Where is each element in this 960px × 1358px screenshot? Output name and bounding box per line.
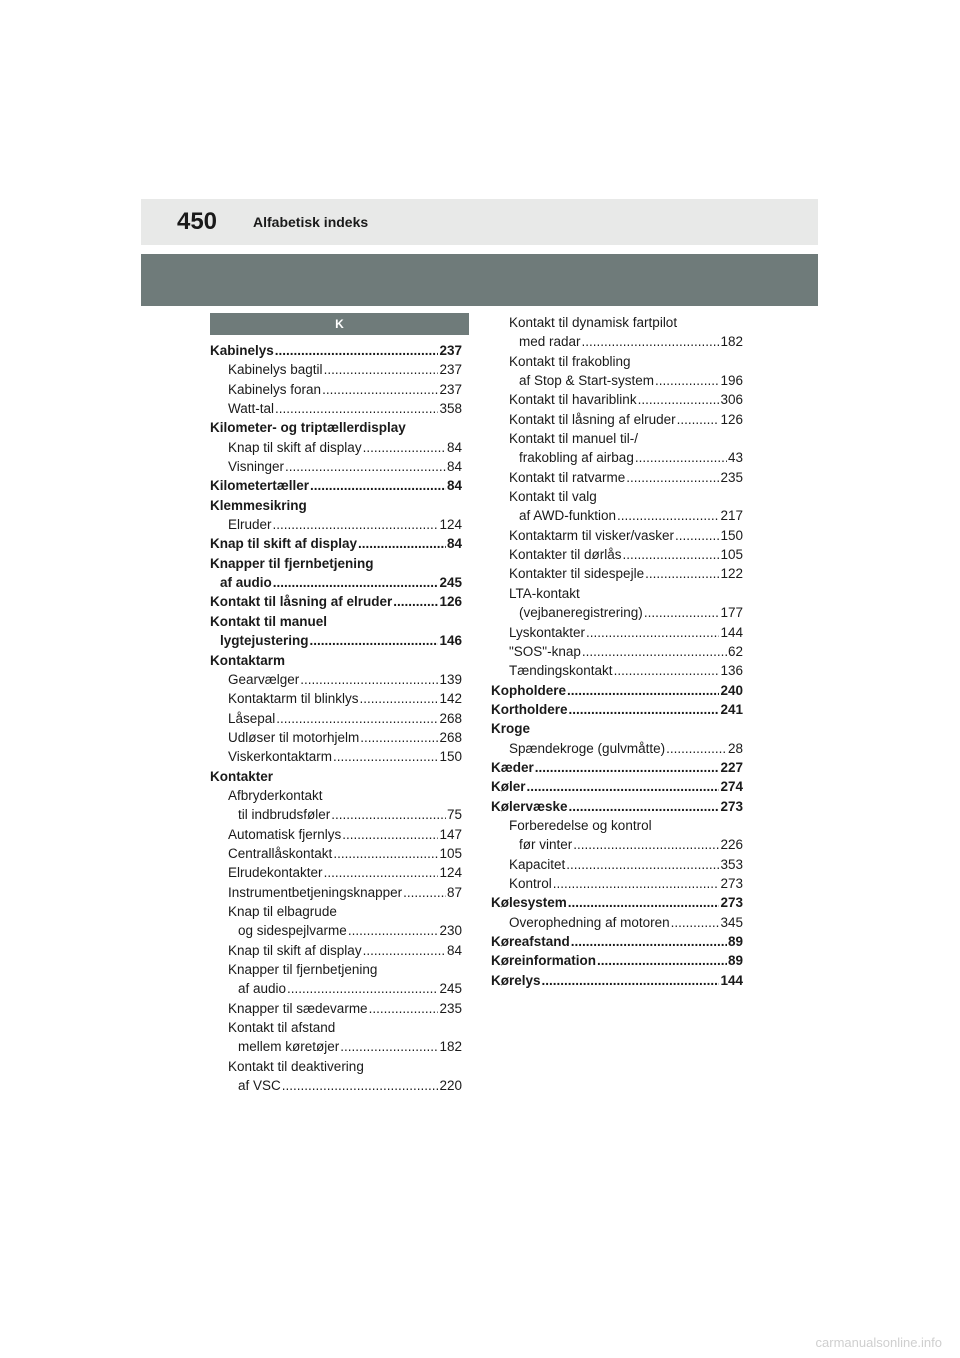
leader-dots — [571, 932, 727, 951]
leader-dots — [638, 390, 720, 409]
index-entry — [491, 661, 743, 680]
index-entry — [491, 429, 743, 448]
index-entry-text: Elrudekontakter — [228, 865, 323, 881]
index-entry — [210, 457, 462, 476]
index-entry — [210, 534, 462, 553]
leader-dots — [369, 999, 439, 1018]
index-entry-text: Knap til skift af display — [228, 439, 362, 455]
index-entry — [491, 681, 743, 700]
index-entry-text: af Stop & Start-system — [519, 373, 655, 389]
index-entry-page: 268 — [439, 729, 462, 745]
index-entry-text: mellem køretøjer — [238, 1039, 340, 1055]
index-entry-page: 230 — [439, 923, 462, 939]
index-entry-text: Kontakt til manuel til-/ — [509, 431, 639, 447]
index-entry-page: 136 — [720, 663, 743, 679]
index-entry-page: 150 — [439, 749, 462, 765]
leader-dots — [324, 360, 439, 379]
leader-dots — [666, 739, 727, 758]
index-entry-text: Knap til elbagrude — [228, 903, 337, 919]
leader-dots — [542, 971, 720, 990]
index-entry — [491, 835, 743, 854]
index-entry-page: 142 — [439, 691, 462, 707]
index-entry-page: 220 — [439, 1078, 462, 1094]
index-entry-page: 235 — [720, 469, 743, 485]
leader-dots — [340, 1037, 438, 1056]
index-entry-text: Kilometer- og triptællerdisplay — [210, 420, 406, 436]
index-entry-page: 268 — [439, 710, 462, 726]
index-entry — [491, 855, 743, 874]
index-entry — [210, 728, 462, 747]
index-entry-text: Klemmesikring — [210, 497, 307, 513]
index-entry-page: 139 — [439, 671, 462, 687]
index-entry-text: Kontakt til ratvarme — [509, 469, 626, 485]
index-entry-text: Kølesystem — [491, 895, 567, 911]
index-entry — [491, 448, 743, 467]
index-entry-page: 245 — [439, 981, 462, 997]
index-entry — [491, 468, 743, 487]
index-entry-page: 84 — [446, 439, 462, 455]
index-entry — [210, 554, 462, 573]
index-entry-text: Kørelys — [491, 972, 541, 988]
index-entry — [491, 719, 743, 738]
leader-dots — [331, 805, 446, 824]
index-entry-page: 182 — [720, 334, 743, 350]
leader-dots — [342, 825, 438, 844]
index-entry — [491, 603, 743, 622]
index-entry — [210, 863, 462, 882]
page-number: 450 — [176, 208, 218, 235]
index-entry-page: 245 — [439, 575, 462, 591]
index-entry-text: Kæder — [491, 759, 534, 775]
index-entry-text: Kontakt til havariblink — [509, 392, 637, 408]
leader-dots — [655, 371, 719, 390]
index-entry-text: af audio — [238, 981, 287, 997]
index-entry — [491, 816, 743, 835]
index-entry-page: 147 — [439, 826, 462, 842]
leader-dots — [644, 603, 720, 622]
leader-dots — [403, 883, 446, 902]
leader-dots — [566, 855, 719, 874]
index-entry-text: Knapper til fjernbetjening — [228, 962, 378, 977]
index-entry-text: lygtejustering — [220, 633, 309, 649]
index-entry — [210, 592, 462, 611]
leader-dots — [310, 631, 439, 650]
index-entry-text: før vinter — [519, 837, 573, 853]
index-entry-text: Udløser til motorhjelm — [228, 729, 360, 745]
index-entry — [210, 418, 462, 437]
leader-dots — [623, 545, 720, 564]
index-entry — [210, 651, 462, 670]
leader-dots — [393, 592, 438, 611]
page-header — [141, 199, 818, 245]
index-entry — [210, 689, 462, 708]
leader-dots — [573, 835, 719, 854]
leader-dots — [300, 670, 438, 689]
index-entry-page: 240 — [720, 682, 743, 698]
index-entry — [210, 1037, 462, 1056]
index-entry-page: 84 — [446, 478, 462, 494]
index-entry-text: Kilometertæller — [210, 478, 310, 494]
index-entry — [210, 573, 462, 592]
index-entry-text: Køreafstand — [491, 934, 570, 949]
leader-dots — [626, 468, 719, 487]
index-entry-page: 227 — [720, 759, 743, 775]
index-entry-page: 124 — [439, 517, 462, 533]
index-entry — [491, 874, 743, 893]
index-entry — [210, 438, 462, 457]
index-entry-page: 105 — [720, 547, 743, 563]
leader-dots — [273, 515, 439, 534]
index-entry-page: 126 — [720, 411, 743, 427]
index-entry-page: 75 — [446, 807, 462, 823]
index-entry — [210, 941, 462, 960]
index-entry-page: 146 — [439, 633, 462, 649]
leader-dots — [677, 410, 720, 429]
index-entry-text: Forberedelse og kontrol — [509, 817, 652, 833]
index-entry — [491, 797, 743, 816]
index-entry-text: Kabinelys bagtil — [228, 362, 323, 378]
index-entry — [210, 1018, 462, 1037]
index-entry-text: Kontakter til dørlås — [509, 547, 622, 563]
index-entry-page: 177 — [720, 605, 743, 621]
index-entry-page: 196 — [720, 373, 743, 389]
index-entry — [491, 564, 743, 583]
index-entry-page: 28 — [727, 740, 743, 756]
index-entry — [491, 777, 743, 796]
index-entry-text: "SOS"-knap — [509, 643, 581, 659]
index-entry — [491, 893, 743, 912]
index-entry-text: Tændingskontakt — [509, 663, 613, 679]
leader-dots — [671, 913, 720, 932]
leader-dots — [348, 921, 439, 940]
leader-dots — [282, 1076, 439, 1095]
index-entry-text: Kabinelys foran — [228, 381, 322, 397]
index-entry-text: Lyskontakter — [509, 624, 586, 640]
index-entry-text: Kontakter til sidespejle — [509, 566, 645, 582]
index-entry-text: Kontakt til låsning af elruder — [509, 411, 676, 427]
index-entry-page: 358 — [439, 401, 462, 417]
index-entry — [491, 526, 743, 545]
index-entry — [210, 360, 462, 379]
index-entry-text: Kontaktarm til visker/vasker — [509, 527, 675, 543]
index-entry-page: 126 — [439, 594, 462, 610]
index-entry-text: Kontakt til deaktivering — [228, 1058, 364, 1074]
index-entry-text: Kontakt til låsning af elruder — [210, 594, 393, 610]
index-entry-page: 144 — [720, 972, 743, 988]
index-entry-text: Spændekroge (gulvmåtte) — [509, 740, 666, 756]
index-entry — [491, 913, 743, 932]
index-entry-text: af AWD-funktion — [519, 508, 617, 524]
index-entry-text: Knap til skift af display — [228, 942, 362, 958]
index-entry — [491, 390, 743, 409]
index-entry-page: 144 — [720, 624, 743, 640]
index-entry-page: 226 — [720, 837, 743, 853]
index-entry-text: af audio — [220, 575, 272, 591]
leader-dots — [675, 526, 719, 545]
index-entry-text: Elruder — [228, 517, 272, 533]
index-entry — [210, 1076, 462, 1095]
leader-dots — [358, 534, 446, 553]
index-entry — [491, 642, 743, 661]
index-entry — [491, 410, 743, 429]
index-entry-page: 89 — [727, 953, 743, 969]
index-entry-page: 62 — [727, 643, 743, 659]
index-entry — [210, 612, 462, 631]
leader-dots — [614, 661, 720, 680]
index-entry — [491, 951, 743, 970]
leader-dots — [635, 448, 727, 467]
index-entry-text: Knapper til sædevarme — [228, 1000, 368, 1016]
index-entry — [210, 341, 462, 360]
index-entry-text: Kortholdere — [491, 701, 568, 717]
index-entry-text: Knapper til fjernbetjening — [210, 555, 374, 571]
index-entry-text: Kroge — [491, 721, 531, 737]
index-entry-text: af VSC — [238, 1078, 281, 1094]
index-entry-text: Køler — [491, 779, 526, 795]
index-entry-page: 84 — [446, 536, 462, 552]
index-entry-text: Kopholdere — [491, 682, 567, 698]
index-entry-text: Kontakt til manuel — [210, 613, 328, 629]
leader-dots — [363, 941, 446, 960]
leader-dots — [553, 874, 720, 893]
index-entry-page: 235 — [439, 1000, 462, 1016]
index-entry-page: 306 — [720, 392, 743, 408]
index-entry — [210, 670, 462, 689]
leader-dots — [645, 564, 719, 583]
leader-dots — [582, 332, 720, 351]
index-entry-text: til indbrudsføler — [238, 807, 331, 823]
index-entry — [210, 515, 462, 534]
leader-dots — [360, 728, 438, 747]
index-entry-text: Kapacitet — [509, 856, 566, 872]
index-entry-text: LTA-kontakt — [509, 585, 580, 601]
leader-dots — [582, 642, 727, 661]
index-entry-text: Automatisk fjernlys — [228, 826, 342, 842]
leader-dots — [569, 797, 720, 816]
index-entry-page: 345 — [720, 914, 743, 930]
index-entry-text: Kølervæske — [491, 798, 568, 814]
index-entry — [210, 825, 462, 844]
index-entry-text: Kontakt til frakobling — [509, 353, 631, 369]
index-entry — [210, 380, 462, 399]
index-entry — [491, 313, 743, 332]
leader-dots — [597, 951, 727, 970]
leader-dots — [360, 689, 439, 708]
leader-dots — [535, 758, 720, 777]
letter-heading: K — [210, 313, 469, 335]
index-entry — [491, 545, 743, 564]
index-entry — [210, 883, 462, 902]
index-entry-text: Visninger — [228, 459, 285, 475]
index-entry-page: 150 — [720, 527, 743, 543]
index-entry-page: 105 — [439, 845, 462, 861]
index-entry-page: 273 — [720, 798, 743, 814]
index-entry-text: Instrumentbetjeningsknapper — [228, 884, 403, 900]
index-entry-text: Centrallåskontakt — [228, 845, 333, 861]
index-entry — [210, 1057, 462, 1076]
index-entry-page: 237 — [439, 343, 462, 358]
index-entry — [210, 844, 462, 863]
leader-dots — [333, 747, 438, 766]
index-entry-page: 89 — [727, 934, 743, 949]
leader-dots — [527, 777, 720, 796]
index-column-left — [210, 313, 462, 1095]
index-column-right — [491, 313, 743, 990]
leader-dots — [586, 623, 719, 642]
leader-dots — [275, 399, 438, 418]
index-entry — [491, 371, 743, 390]
index-entry-page: 43 — [727, 450, 743, 466]
index-entry — [491, 932, 743, 951]
leader-dots — [276, 709, 438, 728]
index-entry — [210, 476, 462, 495]
index-entry-text: Kontakt til valg — [509, 489, 597, 505]
index-entry — [210, 921, 462, 940]
leader-dots — [363, 438, 446, 457]
index-entry-text: Gearvælger — [228, 671, 300, 687]
index-entry-text: Kabinelys — [210, 343, 274, 358]
index-entry — [210, 902, 462, 921]
index-entry-page: 217 — [720, 508, 743, 524]
index-entry-text: og sidespejlvarme — [238, 923, 347, 939]
index-entry — [491, 758, 743, 777]
watermark: carmanualsonline.info — [815, 1335, 942, 1350]
leader-dots — [333, 844, 438, 863]
index-entry — [210, 631, 462, 650]
index-entry-text: Knap til skift af display — [210, 536, 358, 552]
leader-dots — [285, 457, 446, 476]
leader-dots — [310, 476, 446, 495]
index-entry-page: 273 — [720, 875, 743, 891]
section-title: Alfabetisk indeks — [253, 214, 369, 230]
index-entry-text: Overophedning af motoren — [509, 914, 670, 930]
index-entry-text: Kontakter — [210, 768, 274, 784]
index-entry — [491, 487, 743, 506]
index-entry — [491, 332, 743, 351]
leader-dots — [273, 573, 439, 592]
index-entry-page: 84 — [446, 942, 462, 958]
leader-dots — [275, 341, 439, 360]
index-entry-text: Afbryderkontakt — [228, 787, 323, 803]
index-entry — [491, 739, 743, 758]
index-entry — [491, 623, 743, 642]
index-entry-page: 124 — [439, 865, 462, 881]
index-entry-page: 122 — [720, 566, 743, 582]
index-entry — [210, 999, 462, 1018]
index-entry-text: (vejbaneregistrering) — [519, 605, 643, 621]
index-entry — [210, 399, 462, 418]
index-entry — [210, 979, 462, 998]
index-entry — [491, 584, 743, 603]
leader-dots — [569, 700, 720, 719]
index-entry-text: Kontrol — [509, 875, 552, 891]
index-entry — [210, 767, 462, 786]
index-entry-page: 274 — [720, 779, 743, 795]
index-entry-page: 353 — [720, 856, 743, 872]
index-entry — [210, 709, 462, 728]
index-entry-page: 241 — [720, 701, 743, 717]
index-entry-page: 182 — [439, 1039, 462, 1055]
leader-dots — [322, 380, 438, 399]
index-entry-page: 273 — [720, 895, 743, 911]
index-entry-text: Viskerkontaktarm — [228, 749, 333, 765]
index-entry — [491, 700, 743, 719]
index-entry-page: 237 — [439, 362, 462, 378]
index-entry — [210, 786, 462, 805]
index-entry — [491, 506, 743, 525]
leader-dots — [567, 681, 719, 700]
index-entry — [210, 747, 462, 766]
index-entry-page: 237 — [439, 381, 462, 397]
leader-dots — [568, 893, 720, 912]
leader-dots — [287, 979, 438, 998]
index-entry-text: Kontakt til afstand — [228, 1020, 336, 1036]
index-entry-text: med radar — [519, 334, 581, 350]
index-entry — [491, 971, 743, 990]
index-entry — [210, 960, 462, 979]
index-entry-text: Låsepal — [228, 710, 276, 726]
index-entry — [210, 805, 462, 824]
index-entry-text: Kontaktarm til blinklys — [228, 691, 359, 707]
leader-dots — [324, 863, 439, 882]
index-entry-text: Køreinformation — [491, 953, 597, 969]
index-entry-page: 87 — [446, 884, 462, 900]
leader-dots — [617, 506, 719, 525]
index-entry — [491, 352, 743, 371]
index-entry — [210, 496, 462, 515]
index-entry-text: Kontakt til dynamisk fartpilot — [509, 315, 678, 330]
index-entry-text: Kontaktarm — [210, 652, 286, 668]
header-band — [141, 254, 818, 306]
index-entry-page: 84 — [446, 459, 462, 475]
index-entry-text: frakobling af airbag — [519, 450, 634, 466]
index-entry-text: Watt-tal — [228, 401, 275, 417]
